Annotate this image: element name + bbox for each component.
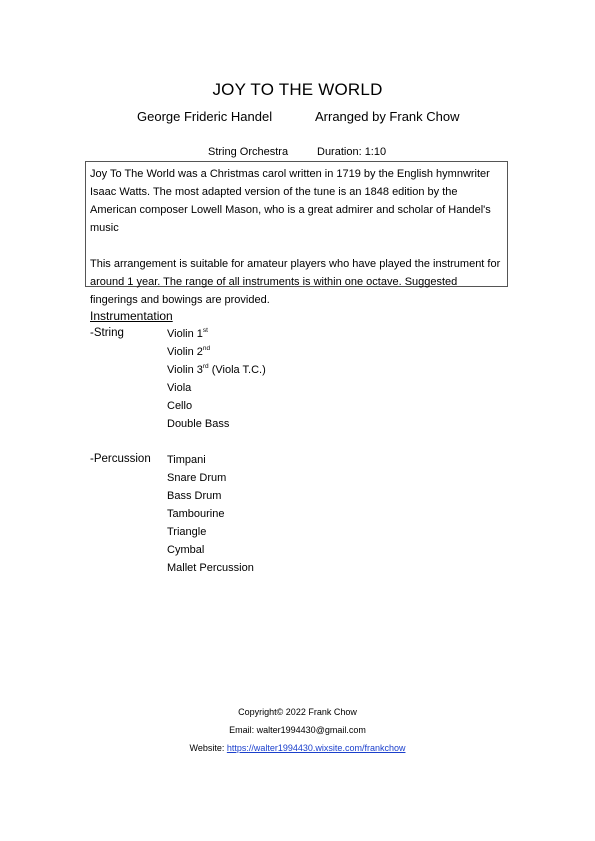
description-box <box>85 161 508 306</box>
page-title: JOY TO THE WORLD <box>212 80 383 99</box>
string-section-label: -String <box>90 327 124 339</box>
description-paragraph-2: This arrangement is suitable for amateur players who have played the instrument for around 1 year. The range of all instruments is within one octave. Suggested fingerings and bowings are provided. <box>90 258 501 306</box>
instrument-item: Violin 3rd (Viola T.C.) <box>167 363 266 376</box>
duration-label: Duration: 1:10 <box>317 146 387 158</box>
instrument-item: Cello <box>167 400 193 412</box>
instrument-item: Snare Drum <box>167 472 227 484</box>
instrument-item: Double Bass <box>167 418 230 430</box>
description-paragraph-1: Joy To The World was a Christmas carol written in 1719 by the English hymnwriter Isaac Watts. The most adapted version of the tune is an 1848 edition by the American composer Lowell Mason, who is a great admirer and scholar of Handel's music <box>90 168 491 234</box>
instrumentation-heading: Instrumentation <box>90 309 173 323</box>
instrument-item: Timpani <box>167 454 206 466</box>
arranger-credit: Arranged by Frank Chow <box>315 109 460 124</box>
percussion-instrument-list <box>167 451 254 577</box>
website-line <box>0 743 595 753</box>
copyright-text: Copyright© 2022 Frank Chow <box>238 707 357 717</box>
instrument-item: Bass Drum <box>167 490 222 502</box>
composer-name: George Frideric Handel <box>137 109 273 124</box>
email-text: Email: walter1994430@gmail.com <box>229 725 366 735</box>
ensemble-label: String Orchestra <box>208 146 289 158</box>
string-instrument-list <box>167 325 266 433</box>
website-link[interactable]: https://walter1994430.wixsite.com/frankchow <box>226 743 406 753</box>
instrument-item: Violin 1st <box>167 327 208 340</box>
instrument-item: Viola <box>167 382 192 394</box>
instrument-item: Violin 2nd <box>167 345 211 358</box>
website-label: Website: <box>189 743 227 753</box>
instrument-item: Tambourine <box>167 508 225 520</box>
instrument-item: Mallet Percussion <box>167 562 254 574</box>
instrument-item: Cymbal <box>167 544 205 556</box>
percussion-section-label: -Percussion <box>90 453 151 465</box>
instrument-item: Triangle <box>167 526 207 538</box>
